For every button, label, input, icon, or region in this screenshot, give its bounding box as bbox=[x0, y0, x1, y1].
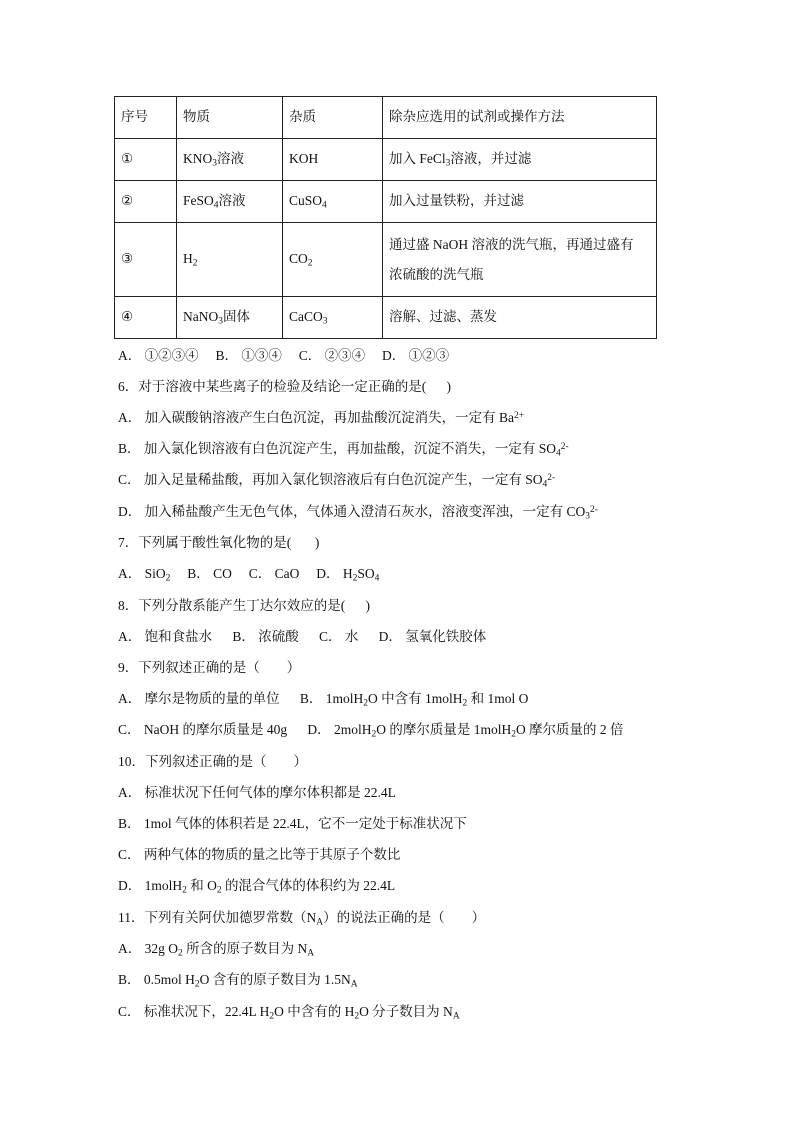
question-line: D． 加入稀盐酸产生无色气体，气体通入澄清石灰水，溶液变浑浊，一定有 $CO_3^{2-}$ bbox=[118, 504, 598, 522]
question-line: A． 摩尔是物质的量的单位 B． 1molH$_2$O 中含有 1molH$_2$ 和 1mol O bbox=[118, 691, 529, 709]
row-no: ④ bbox=[115, 297, 177, 339]
table-row bbox=[115, 297, 657, 339]
table-row bbox=[115, 181, 657, 223]
question-line: B． 加入氯化钡溶液有白色沉淀产生，再加盐酸，沉淀不消失，一定有 $SO_4^{2-}$ bbox=[118, 441, 569, 459]
question-line: 8．下列分散系能产生丁达尔效应的是( ) bbox=[118, 598, 370, 613]
question-line: A． SiO$_2$ B． CO C． CaO D． $H_2SO_4$ bbox=[118, 566, 380, 584]
question-line: C． 两种气体的物质的量之比等于其原子个数比 bbox=[118, 847, 401, 862]
row-no: ② bbox=[115, 181, 177, 223]
row-substance: $H_2$ bbox=[177, 223, 283, 297]
question-line: 6．对于溶液中某些离子的检验及结论一定正确的是( ) bbox=[118, 379, 451, 394]
table-row bbox=[115, 223, 657, 297]
question-line: A． 饱和食盐水 B． 浓硫酸 C． 水 D． 氢氧化铁胶体 bbox=[118, 629, 487, 644]
header-cell-no: 序号 bbox=[115, 97, 177, 139]
row-method: 通过盛 NaOH 溶液的洗气瓶，再通过盛有 浓硫酸的洗气瓶 bbox=[383, 223, 657, 297]
row-substance: FeSO$_4$溶液 bbox=[177, 181, 283, 223]
row-no: ③ bbox=[115, 223, 177, 297]
row-method: 加入过量铁粉，并过滤 bbox=[383, 181, 657, 223]
question-line: A． 加入碳酸钠溶液产生白色沉淀，再加盐酸沉淀消失，一定有 $Ba^{2+}$ bbox=[118, 410, 525, 425]
table-row bbox=[115, 139, 657, 181]
question-line: C． 加入足量稀盐酸，再加入氯化钡溶液后有白色沉淀产生，一定有 $SO_4^{2-}$ bbox=[118, 472, 556, 490]
row-impurity: CuSO$_4$ bbox=[283, 181, 383, 223]
question-line: 11．下列有关阿伏加德罗常数$(N_A)$的说法正确的是（ ） bbox=[118, 910, 486, 928]
row-impurity: KOH bbox=[283, 139, 383, 181]
question-line: A． 标准状况下任何气体的摩尔体积都是 22.4L bbox=[118, 785, 396, 800]
question-line: B． 0.5mol $H_2O$ 含有的原子数目为 $1.5N_A$ bbox=[118, 972, 358, 990]
row-substance: $KNO_3$溶液 bbox=[177, 139, 283, 181]
row-method: 加入 FeCl$_3$溶液，并过滤 bbox=[383, 139, 657, 181]
header-cell-substance: 物质 bbox=[177, 97, 283, 139]
row-no: ① bbox=[115, 139, 177, 181]
question-line: 9．下列叙述正确的是（ ） bbox=[118, 660, 301, 675]
impurity-removal-table bbox=[114, 96, 657, 339]
question-line: B． 1mol 气体的体积若是 22.4L，它不一定处于标准状况下 bbox=[118, 816, 467, 831]
table-header-row bbox=[115, 97, 657, 139]
question-line: C． 标准状况下，22.4L $H_2O$ 中含有的 $H_2O$ 分子数目为 $N_A$ bbox=[118, 1004, 460, 1022]
header-cell-method: 除杂应选用的试剂或操作方法 bbox=[383, 97, 657, 139]
header-cell-impurity: 杂质 bbox=[283, 97, 383, 139]
row-impurity: $CO_2$ bbox=[283, 223, 383, 297]
question-line: D． 1molH$_2$ 和 $O_2$ 的混合气体的体积约为 22.4L bbox=[118, 878, 396, 896]
question-line: C． NaOH 的摩尔质量是 40g D． 2molH$_2$O 的摩尔质量是 1molH$_2$O 摩尔质量的 2 倍 bbox=[118, 722, 624, 740]
row-substance: NaNO$_3$固体 bbox=[177, 297, 283, 339]
row-method: 溶解、过滤、蒸发 bbox=[383, 297, 657, 339]
question-line: A． ①②③④ B． ①③④ C． ②③④ D． ①②③ bbox=[118, 348, 450, 363]
question-line: A． 32g $O_2$ 所含的原子数目为 $N_A$ bbox=[118, 941, 315, 959]
question-line: 7．下列属于酸性氧化物的是( ) bbox=[118, 535, 320, 550]
row-impurity: CaCO$_3$ bbox=[283, 297, 383, 339]
question-line: 10．下列叙述正确的是（ ） bbox=[118, 754, 307, 769]
